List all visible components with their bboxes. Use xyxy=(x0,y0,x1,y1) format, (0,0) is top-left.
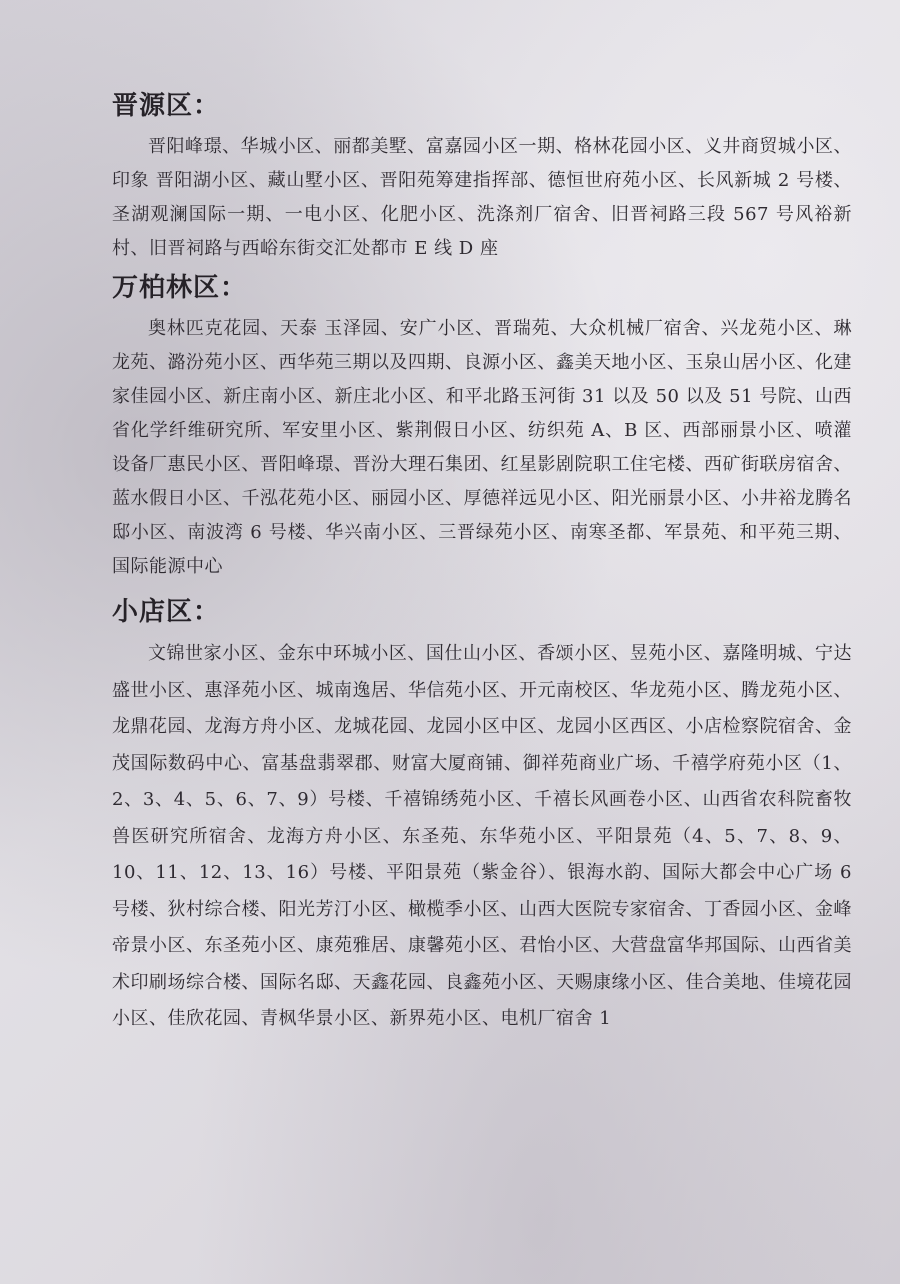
document-content xyxy=(112,88,852,1038)
section-heading-jinyuan: 晋源区： xyxy=(112,91,221,121)
section-text-jinyuan: 晋阳峰璟、华城小区、丽都美墅、富嘉园小区一期、格林花园小区、义井商贸城小区、印象 晋阳湖小区、藏山墅小区、晋阳苑筹建指挥部、德恒世府苑小区、长风新城 2 号楼、圣湖观澜国际一期、一电小区、化肥小区、洗涤剂厂宿舍、旧晋祠路三段 567 号风裕新村、旧晋祠路与西峪东街交汇处都市 E 线 D 座 xyxy=(112,136,852,259)
section-text-wanbailin: 奥林匹克花园、天泰 玉泽园、安广小区、晋瑞苑、大众机械厂宿舍、兴龙苑小区、琳龙苑、潞汾苑小区、西华苑三期以及四期、良源小区、鑫美天地小区、玉泉山居小区、化建家佳园小区、新庄南小区、新庄北小区、和平北路玉河街 31 以及 50 以及 51 号院、山西省化学纤维研究所、军安里小区、紫荆假日小区、纺织苑 A、B 区、西部丽景小区、喷灌设备厂惠民小区、晋阳峰璟、晋汾大理石集团、红星影剧院职工住宅楼、西矿街联房宿舍、蓝水假日小区、千泓花苑小区、丽园小区、厚德祥远见小区、阳光丽景小区、小井裕龙腾名邸小区、南波湾 6 号楼、华兴南小区、三晋绿苑小区、南寒圣都、军景苑、和平苑三期、国际能源中心 xyxy=(112,318,852,577)
section-wanbailin xyxy=(112,270,852,584)
section-jinyuan xyxy=(112,88,852,266)
section-heading-wanbailin: 万柏林区： xyxy=(112,273,248,303)
section-xiaodian xyxy=(112,594,852,1038)
section-text-xiaodian: 文锦世家小区、金东中环城小区、国仕山小区、香颂小区、昱苑小区、嘉隆明城、宁达盛世小区、惠泽苑小区、城南逸居、华信苑小区、开元南校区、华龙苑小区、腾龙苑小区、龙鼎花园、龙海方舟小区、龙城花园、龙园小区中区、龙园小区西区、小店检察院宿舍、金茂国际数码中心、富基盘翡翠郡、财富大厦商铺、御祥苑商业广场、千禧学府苑小区（1、2、3、4、5、6、7、9）号楼、千禧锦绣苑小区、千禧长风画卷小区、山西省农科院畜牧兽医研究所宿舍、龙海方舟小区、东圣苑、东华苑小区、平阳景苑（4、5、7、8、9、10、11、12、13、16）号楼、平阳景苑（紫金谷）、银海水韵、国际大都会中心广场 6 号楼、狄村综合楼、阳光芳汀小区、橄榄季小区、山西大医院专家宿舍、丁香园小区、金峰帝景小区、东圣苑小区、康苑雅居、康馨苑小区、君怡小区、大营盘富华邦国际、山西省美术印刷场综合楼、国际名邸、天鑫花园、良鑫苑小区、天赐康缘小区、佳合美地、佳境花园小区、佳欣花园、青枫华景小区、新界苑小区、电机厂宿舍 1 xyxy=(112,643,852,1029)
section-heading-xiaodian: 小店区： xyxy=(112,597,221,627)
